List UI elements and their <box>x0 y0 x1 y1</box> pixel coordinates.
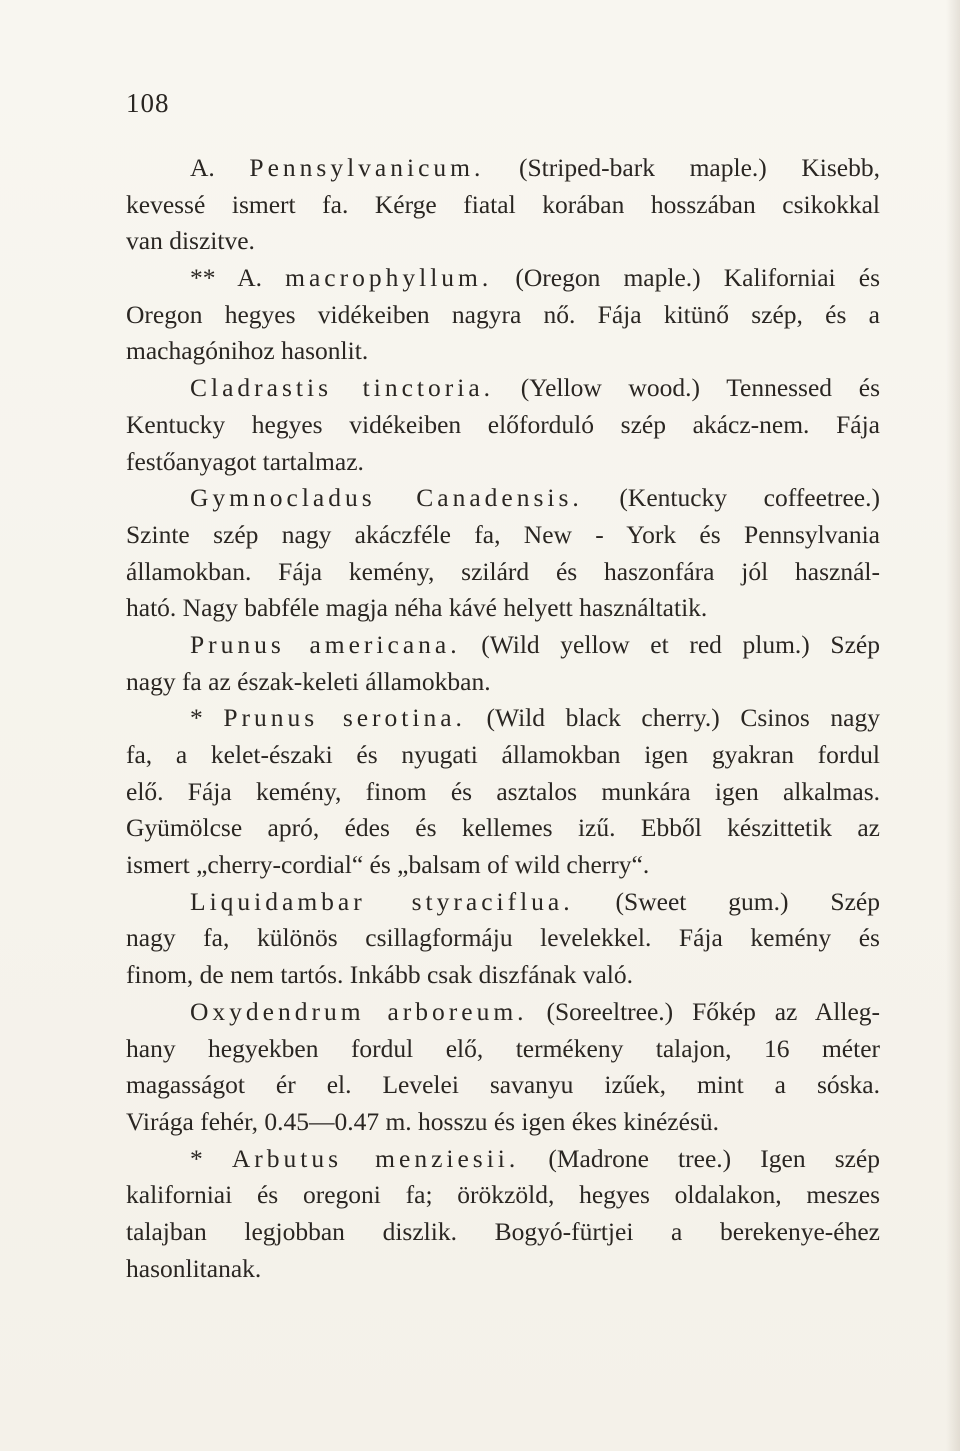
line-text: (Kentucky coffeetree.) <box>582 483 880 513</box>
text-line <box>126 1251 880 1288</box>
line-text: machagónihoz hasonlit. <box>126 336 369 366</box>
text-line <box>126 333 880 370</box>
text-line <box>126 480 880 517</box>
species-name: macrophyllum. <box>285 263 493 293</box>
text-line <box>126 444 880 481</box>
text-line <box>126 150 880 187</box>
line-text: ismert „cherry-cordial“ és „balsam of wild cherry“. <box>126 850 650 880</box>
line-text: Virága fehér, 0.45—0.47 m. hosszu és igen ékes kinézésü. <box>126 1106 719 1136</box>
species-name: Arbutus menziesii. <box>231 1143 520 1173</box>
text-line <box>126 1177 880 1214</box>
text-line <box>126 1067 880 1104</box>
species-name: Prunus americana. <box>190 629 461 659</box>
line-text: kaliforniai és oregoni fa; örökzöld, hegyes oldalakon, meszes <box>126 1180 880 1210</box>
page-number: 108 <box>126 88 170 118</box>
line-text: (Oregon maple.) Kaliforniai és <box>492 263 880 293</box>
body-text <box>126 150 880 1287</box>
line-text: államokban. Fája kemény, szilárd és haszonfára jól használ- <box>126 556 880 586</box>
line-text: (Striped-bark maple.) Kisebb, <box>484 153 880 182</box>
species-name: Oxydendrum arboreum. <box>190 996 528 1026</box>
line-text: * <box>190 1143 232 1173</box>
text-line <box>126 1214 880 1251</box>
line-text: van diszitve. <box>126 226 255 256</box>
page-edge <box>946 0 960 1451</box>
line-text: Oregon hegyes vidékeiben nagyra nő. Fája kitünő szép, és a <box>126 299 880 329</box>
text-line <box>126 920 880 957</box>
line-text: Kentucky hegyes vidékeiben előforduló szép akácz-nem. Fája <box>126 409 880 439</box>
line-text: ** A. <box>190 263 286 293</box>
line-text: (Wild yellow et red plum.) Szép <box>460 629 880 659</box>
text-line <box>126 847 880 884</box>
text-line <box>126 884 880 921</box>
line-text: Gyümölcse apró, édes és kellemes izű. Ebből készittetik az <box>126 813 880 843</box>
text-line <box>126 590 880 627</box>
species-name: Pennsylvanicum. <box>249 153 485 182</box>
line-text: (Yellow wood.) Tennessed és <box>494 373 880 403</box>
text-line <box>126 297 880 334</box>
line-text: (Sweet gum.) Szép <box>573 886 880 916</box>
line-text: fa, a kelet-északi és nyugati államokban igen gyakran fordul <box>126 740 880 769</box>
text-line <box>126 1104 880 1141</box>
text-line <box>126 700 880 737</box>
species-name: Prunus serotina. <box>223 703 466 733</box>
line-text: hany hegyekben fordul elő, termékeny talajon, 16 méter <box>126 1033 880 1063</box>
text-line <box>126 187 880 224</box>
text-line <box>126 957 880 994</box>
text-line <box>126 1031 880 1068</box>
line-text: festőanyagot tartalmaz. <box>126 446 364 476</box>
text-line <box>126 223 880 260</box>
line-text: magasságot ér el. Levelei savanyu izűek, mint a sóska. <box>126 1070 880 1100</box>
line-text: hasonlitanak. <box>126 1253 262 1283</box>
text-line <box>126 517 880 554</box>
line-text: * <box>190 703 224 733</box>
line-text: (Soreeltree.) Főkép az Alleg- <box>527 996 880 1026</box>
line-text: Szinte szép nagy akáczféle fa, New - York és Pennsylvania <box>126 519 880 549</box>
text-line <box>126 810 880 847</box>
line-text: kevessé ismert fa. Kérge fiatal korában hosszában csikokkal <box>126 189 880 219</box>
line-text: nagy fa, különös csillagformáju levelekkel. Fája kemény és <box>126 923 880 953</box>
line-text: A. <box>190 153 250 182</box>
species-name: Liquidambar styraciflua. <box>190 886 574 916</box>
text-line <box>126 554 880 591</box>
line-text: (Wild black cherry.) Csinos nagy <box>465 703 880 733</box>
text-line <box>126 994 880 1031</box>
line-text: nagy fa az észak-keleti államokban. <box>126 666 491 696</box>
text-line <box>126 737 880 774</box>
text-line <box>126 664 880 701</box>
text-line <box>126 370 880 407</box>
line-text: ható. Nagy babféle magja néha kávé helyett használtatik. <box>126 593 708 623</box>
line-text: finom, de nem tartós. Inkább csak diszfának való. <box>126 960 634 990</box>
text-line <box>126 774 880 811</box>
line-text: (Madrone tree.) Igen szép <box>519 1143 880 1173</box>
species-name: Gymnocladus Canadensis. <box>190 483 583 513</box>
text-line <box>126 627 880 664</box>
text-line <box>126 260 880 297</box>
text-line <box>126 407 880 444</box>
species-name: Cladrastis tinctoria. <box>190 373 495 403</box>
line-text: elő. Fája kemény, finom és asztalos munkára igen alkalmas. <box>126 776 880 806</box>
text-line <box>126 1141 880 1178</box>
line-text: talajban legjobban diszlik. Bogyó-fürtjei a berekenye-éhez <box>126 1216 880 1246</box>
